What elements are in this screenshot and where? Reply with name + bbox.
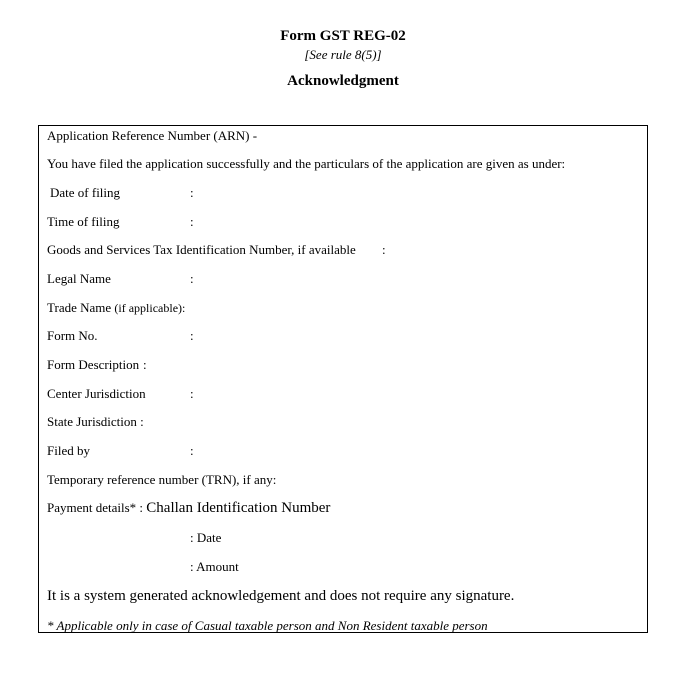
filed-by-colon: :	[190, 443, 194, 458]
intro-text: You have filed the application successfully and the particulars of the application are given as under:	[47, 156, 566, 171]
time-of-filing-label: Time of filing	[47, 214, 120, 229]
form-no-label: Form No.	[47, 328, 98, 343]
form-description-label: Form Description	[47, 357, 140, 372]
date-of-filing-colon: :	[190, 185, 194, 200]
center-jurisdiction-label: Center Jurisdiction	[47, 386, 146, 401]
center-jurisdiction-colon: :	[190, 386, 194, 401]
rule-reference: [See rule 8(5)]	[304, 47, 382, 62]
trn-label: Temporary reference number (TRN), if any:	[47, 472, 277, 487]
trade-name-label	[47, 300, 185, 316]
date-of-filing-label: Date of filing	[50, 185, 121, 200]
form-title: Form GST REG-02	[280, 28, 406, 44]
acknowledgment-heading: Acknowledgment	[287, 73, 399, 89]
legal-name-label: Legal Name	[47, 271, 111, 286]
payment-details-label: Payment details* :	[47, 500, 144, 515]
form-description-colon: :	[143, 357, 147, 372]
filed-by-label: Filed by	[47, 443, 90, 458]
payment-amount-label: : Amount	[190, 559, 239, 574]
trade-name-note: (if applicable):	[114, 301, 186, 315]
system-generated-note: It is a system generated acknowledgement and does not require any signature.	[47, 588, 515, 604]
form-no-colon: :	[190, 328, 194, 343]
footnote: * Applicable only in case of Casual taxable person and Non Resident taxable person	[47, 618, 488, 633]
legal-name-colon: :	[190, 271, 194, 286]
trade-name-text: Trade Name	[47, 300, 112, 315]
payment-date-label: : Date	[190, 530, 222, 545]
payment-details-row	[47, 500, 330, 516]
gstin-colon: :	[382, 242, 386, 257]
time-of-filing-colon: :	[190, 214, 194, 229]
state-jurisdiction-label: State Jurisdiction :	[47, 414, 144, 429]
challan-label: Challan Identification Number	[146, 500, 331, 516]
arn-label: Application Reference Number (ARN) -	[47, 128, 258, 143]
acknowledgment-box	[38, 125, 648, 633]
gstin-label: Goods and Services Tax Identification Number, if available	[47, 242, 356, 257]
